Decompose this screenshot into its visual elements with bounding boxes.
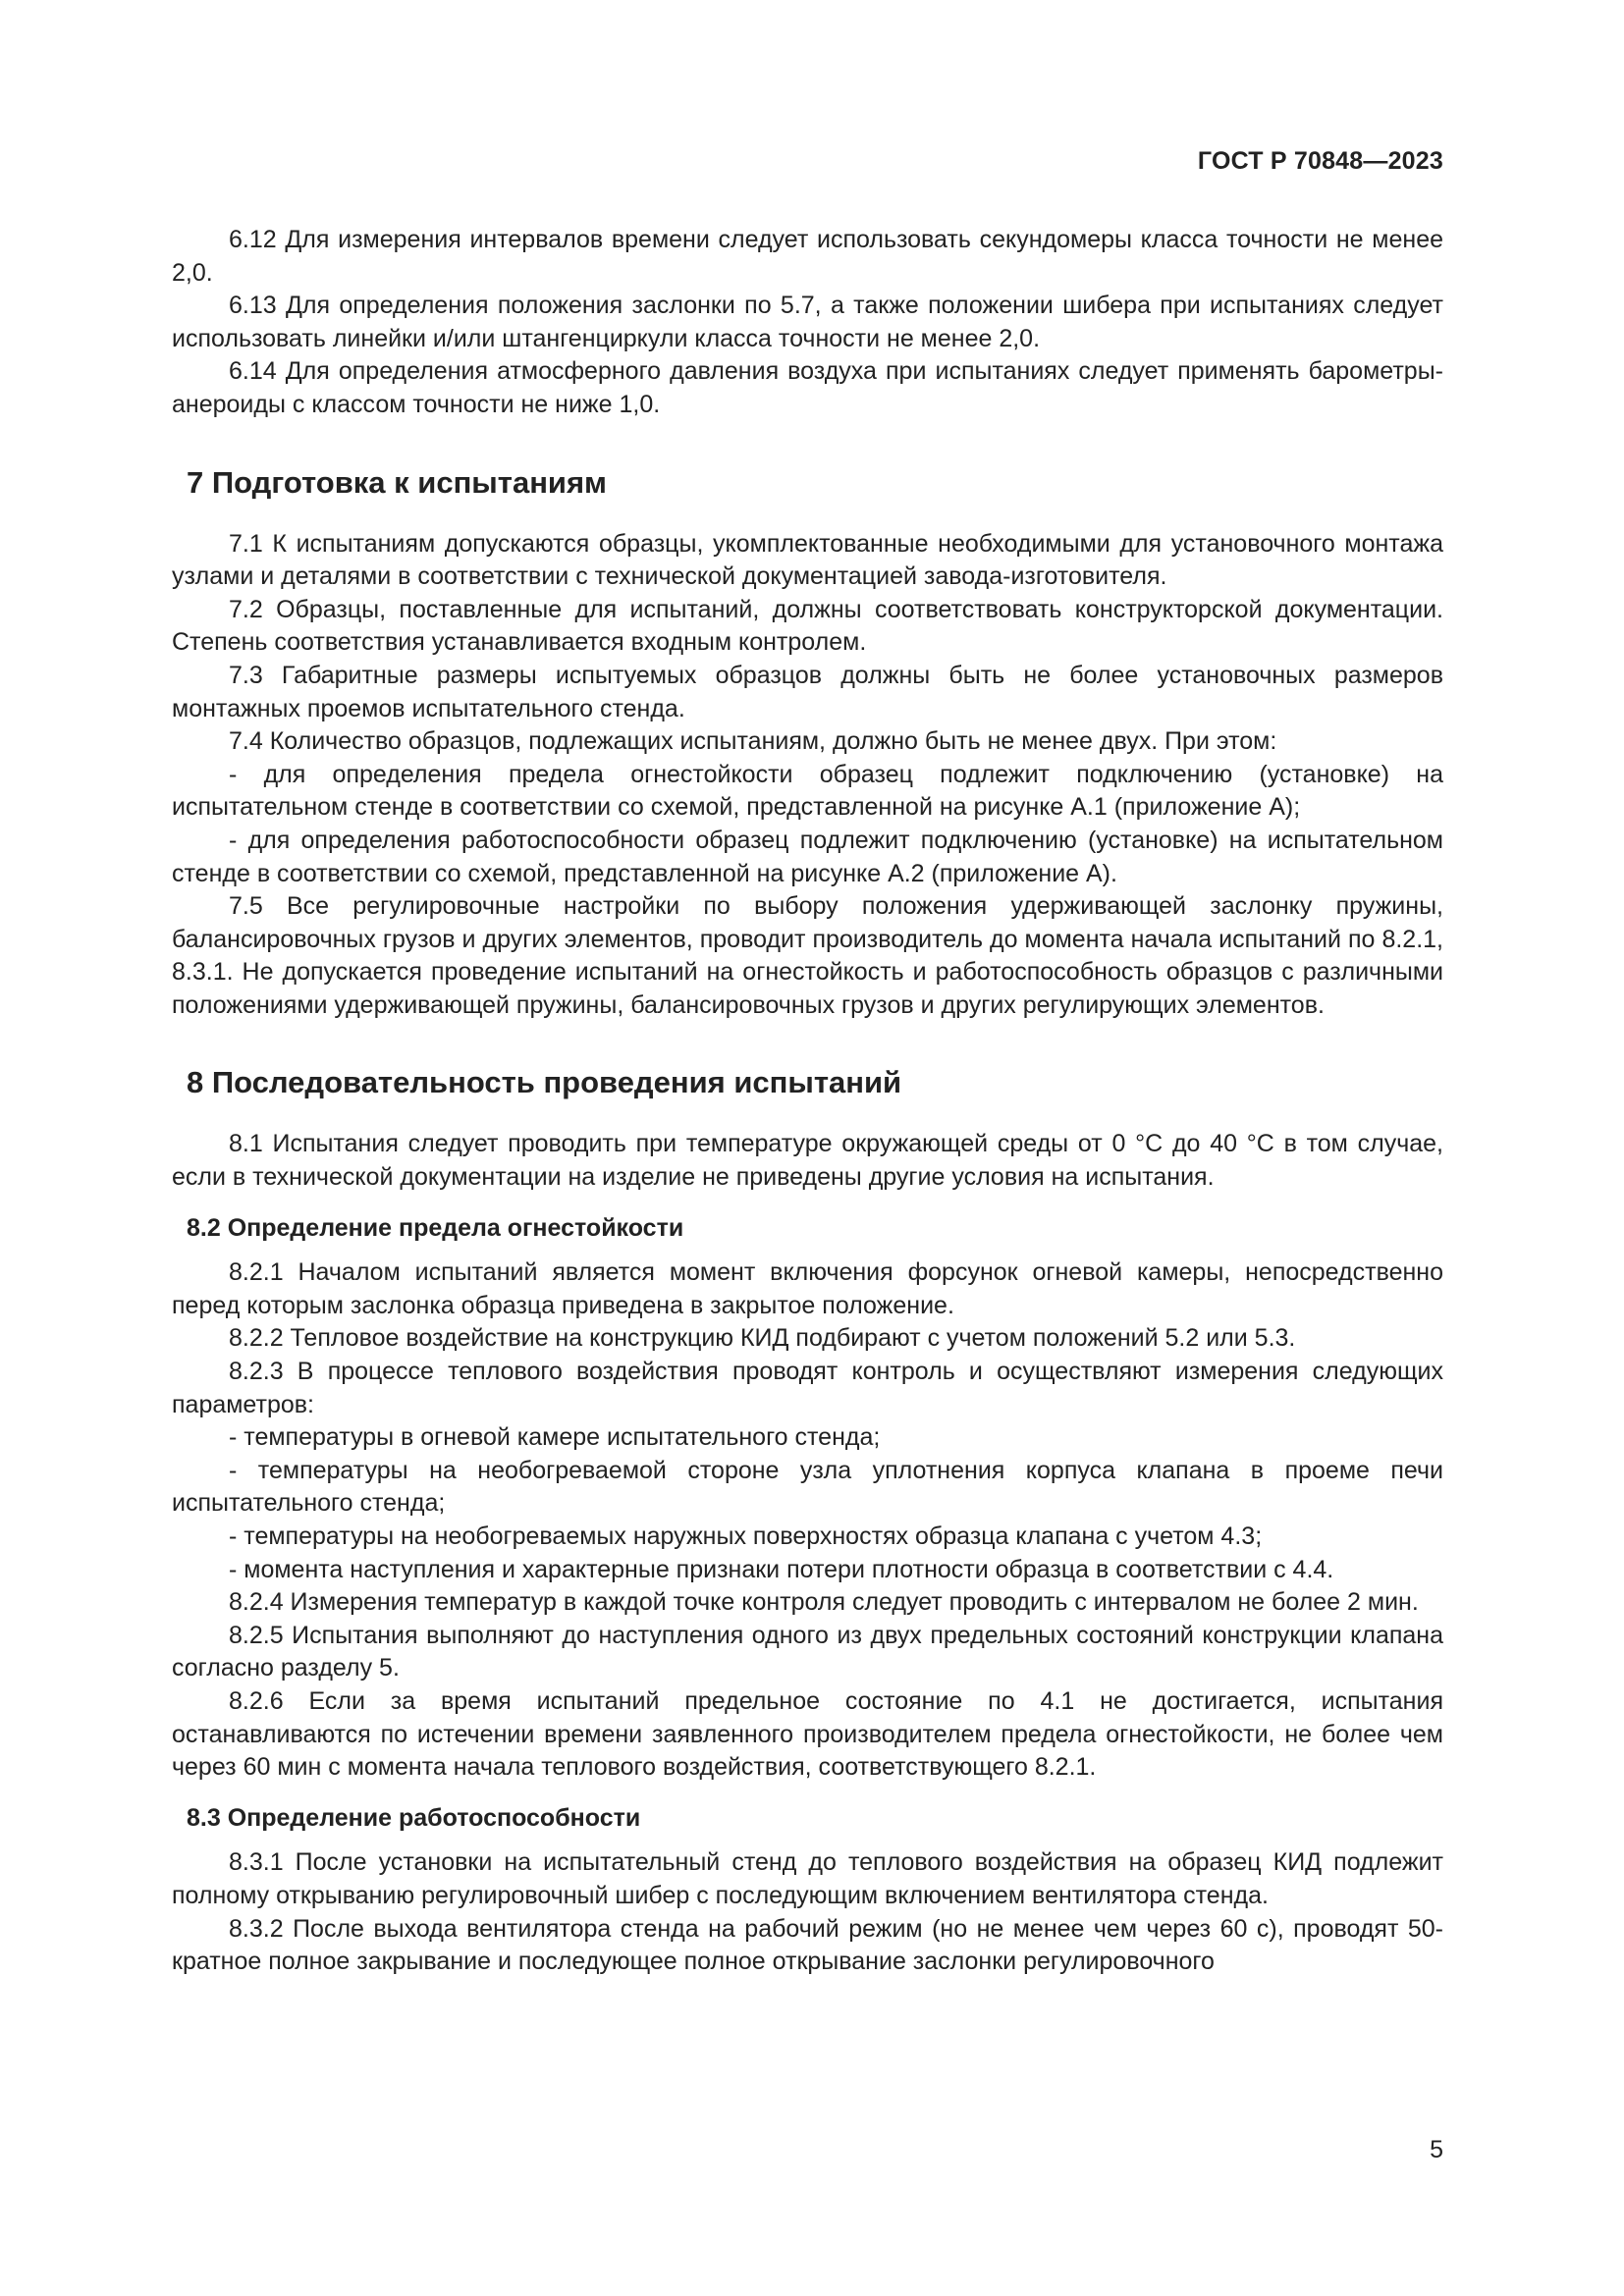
section-7-heading: 7 Подготовка к испытаниям	[187, 464, 607, 500]
paragraph-8-2-6: 8.2.6 Если за время испытаний предельное состояние по 4.1 не достигается, испытания останавливаются по истечении времени заявленного производителем предела огнестойкости, не более чем через 60 мин с момента начала теплового воздействия, соответствующего 8.2.1.	[172, 1686, 1443, 1782]
paragraph-7-2: 7.2 Образцы, поставленные для испытаний, должны соответствовать конструкторской документации. Степень соответствия устанавливается входным контролем.	[172, 595, 1443, 657]
standard-number-header: ГОСТ Р 70848—2023	[1197, 147, 1443, 175]
paragraph-6-14: 6.14 Для определения атмосферного давления воздуха при испытаниях следует применять барометры-анероиды с классом точности не ниже 1,0.	[172, 357, 1443, 418]
paragraph-8-3-1: 8.3.1 После установки на испытательный стенд до теплового воздействия на образец КИД подлежит полному открыванию регулировочный шибер с последующим включением вентилятора стенда.	[172, 1848, 1443, 1909]
list-item-7-4-a: - для определения предела огнестойкости образец подлежит подключению (установке) на испытательном стенде в соответствии со схемой, представленной на рисунке А.1 (приложение А);	[172, 760, 1443, 822]
paragraph-8-3-2: 8.3.2 После выхода вентилятора стенда на рабочий режим (но не менее чем через 60 с), проводят 50-кратное полное закрывание и последующее полное открывание заслонки регулировочного	[172, 1914, 1443, 1976]
list-item-8-2-3-b: - температуры на необогреваемой стороне узла уплотнения корпуса клапана в проеме печи испытательного стенда;	[172, 1456, 1443, 1518]
paragraph-8-2-4: 8.2.4 Измерения температур в каждой точке контроля следует проводить с интервалом не более 2 мин.	[229, 1588, 1419, 1617]
subsection-8-2-heading: 8.2 Определение предела огнестойкости	[187, 1213, 684, 1242]
subsection-8-3-heading: 8.3 Определение работоспособности	[187, 1803, 641, 1832]
paragraph-6-13: 6.13 Для определения положения заслонки по 5.7, а также положении шибера при испытаниях следует использовать линейки и/или штангенциркули класса точности не менее 2,0.	[172, 292, 1443, 352]
list-item-8-2-3-d: - момента наступления и характерные признаки потери плотности образца в соответствии с 4.4.	[229, 1555, 1334, 1583]
paragraph-8-2-3: 8.2.3 В процессе теплового воздействия проводят контроль и осуществляют измерения следующих параметров:	[172, 1358, 1443, 1418]
paragraph-7-3: 7.3 Габаритные размеры испытуемых образцов должны быть не более установочных размеров монтажных проемов испытательного стенда.	[172, 661, 1443, 722]
paragraph-8-1: 8.1 Испытания следует проводить при температуре окружающей среды от 0 °С до 40 °С в том случае, если в технической документации на изделие не приведены другие условия на испытания.	[172, 1130, 1443, 1192]
paragraph-7-1: 7.1 К испытаниям допускаются образцы, укомплектованные необходимыми для установочного монтажа узлами и деталями в соответствии с технической документацией завода-изготовителя.	[172, 529, 1443, 591]
paragraph-8-2-1: 8.2.1 Началом испытаний является момент включения форсунок огневой камеры, непосредственно перед которым заслонка образца приведена в закрытое положение.	[172, 1258, 1443, 1319]
list-item-8-2-3-a: - температуры в огневой камере испытательного стенда;	[229, 1423, 881, 1452]
paragraph-8-2-2: 8.2.2 Тепловое воздействие на конструкцию КИД подбирают с учетом положений 5.2 или 5.3.	[229, 1324, 1296, 1353]
paragraph-8-2-5: 8.2.5 Испытания выполняют до наступления одного из двух предельных состояний конструкции клапана согласно разделу 5.	[172, 1621, 1443, 1682]
document-body	[172, 224, 1443, 1979]
paragraph-7-4: 7.4 Количество образцов, подлежащих испытаниям, должно быть не менее двух. При этом:	[229, 727, 1277, 756]
list-item-7-4-b: - для определения работоспособности образец подлежит подключению (установке) на испытательном стенде в соответствии со схемой, представленной на рисунке А.2 (приложение А).	[172, 826, 1443, 887]
section-8-heading: 8 Последовательность проведения испытаний	[187, 1065, 902, 1100]
paragraph-6-12: 6.12 Для измерения интервалов времени следует использовать секундомеры класса точности не менее 2,0.	[172, 226, 1443, 287]
paragraph-7-5: 7.5 Все регулировочные настройки по выбору положения удерживающей заслонку пружины, балансировочных грузов и других элементов, проводит производитель до момента начала испытаний по 8.2.1, 8.3.1. Не допускается проведение испытаний на огнестойкость и работоспособность образцов с различными положениями удерживающей пружины, балансировочных грузов и других регулирующих элементов.	[172, 892, 1443, 1019]
page-number: 5	[1430, 2136, 1443, 2163]
list-item-8-2-3-c: - температуры на необогреваемых наружных поверхностях образца клапана с учетом 4.3;	[229, 1522, 1263, 1550]
